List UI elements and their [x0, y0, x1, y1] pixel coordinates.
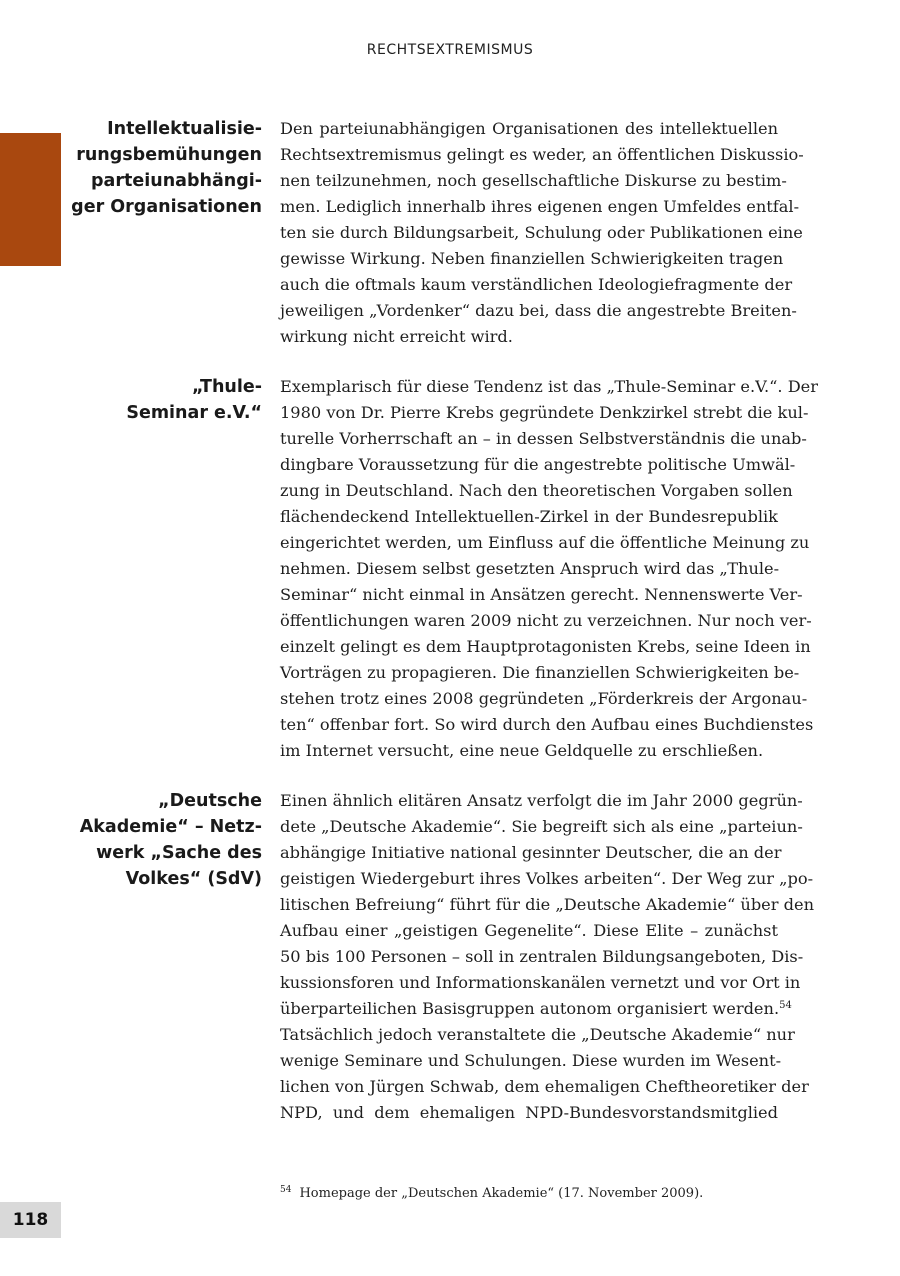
footnote-number: 54	[280, 1185, 292, 1195]
chapter-tab-marker	[0, 133, 61, 266]
text-line: 50 bis 100 Personen – soll in zentralen Bildungsangeboten, Dis-	[280, 947, 804, 966]
text-line: ten sie durch Bildungsarbeit, Schulung oder Publikationen eine	[280, 223, 803, 242]
text-line: im Internet versucht, eine neue Geldquelle zu erschließen.	[280, 741, 764, 760]
text-line: wenige Seminare und Schulungen. Diese wurden im Wesent-	[280, 1051, 782, 1070]
text-line: flächendeckend Intellektuellen-Zirkel in der Bundesrepublik	[280, 507, 778, 526]
margin-heading	[60, 788, 262, 892]
text-line: Vorträgen zu propagieren. Die finanziellen Schwierigkeiten be-	[280, 663, 800, 682]
text-line: NPD, und dem ehemaligen NPD-Bundesvorstandsmitglied	[280, 1103, 778, 1122]
text-line: Tatsächlich jedoch veranstaltete die „Deutsche Akademie“ nur	[280, 1025, 795, 1044]
margin-heading-line: Seminar e.V.“	[126, 403, 262, 423]
margin-heading-line: Akademie“ – Netz-	[79, 817, 262, 837]
text-line: Einen ähnlich elitären Ansatz verfolgt die im Jahr 2000 gegrün-	[280, 791, 803, 810]
margin-heading-line: Volkes“ (SdV)	[125, 869, 262, 889]
body-paragraph	[280, 374, 818, 764]
page-number: 118	[0, 1202, 61, 1238]
text-line: Den parteiunabhängigen Organisationen des intellektuellen	[280, 119, 778, 138]
text-line: einzelt gelingt es dem Hauptprotagonisten Krebs, seine Ideen in	[280, 637, 811, 656]
margin-heading-line: „Thule-	[192, 377, 262, 397]
margin-heading	[60, 116, 262, 220]
text-line: abhängige Initiative national gesinnter Deutscher, die an der	[280, 843, 782, 862]
text-line: öffentlichungen waren 2009 nicht zu verzeichnen. Nur noch ver-	[280, 611, 812, 630]
text-line: Exemplarisch für diese Tendenz ist das „Thule-Seminar e.V.“. Der	[280, 377, 818, 396]
text-line: ten“ offenbar fort. So wird durch den Aufbau eines Buchdienstes	[280, 715, 814, 734]
text-line: dete „Deutsche Akademie“. Sie begreift sich als eine „parteiun-	[280, 817, 803, 836]
margin-heading-line: parteiunabhängi-	[91, 171, 262, 191]
text-line: Rechtsextremismus gelingt es weder, an öffentlichen Diskussio-	[280, 145, 804, 164]
text-line: nehmen. Diesem selbst gesetzten Anspruch wird das „Thule-	[280, 559, 780, 578]
margin-heading-line: Intellektualisie-	[107, 119, 262, 139]
footnote-reference[interactable]: 54	[779, 1000, 792, 1011]
text-line: stehen trotz eines 2008 gegründeten „Förderkreis der Argonau-	[280, 689, 808, 708]
text-line: nen teilzunehmen, noch gesellschaftliche Diskurse zu bestim-	[280, 171, 787, 190]
text-line: turelle Vorherrschaft an – in dessen Selbstverständnis die unab-	[280, 429, 807, 448]
footnote	[280, 1185, 780, 1201]
margin-heading-line: „Deutsche	[158, 791, 262, 811]
text-line	[280, 996, 792, 1022]
text-line: dingbare Voraussetzung für die angestrebte politische Umwäl-	[280, 455, 796, 474]
margin-heading-line: ger Organisationen	[71, 197, 262, 217]
text-line: wirkung nicht erreicht wird.	[280, 327, 513, 346]
text-line: eingerichtet werden, um Einfluss auf die öffentliche Meinung zu	[280, 533, 810, 552]
body-paragraph	[280, 788, 815, 1126]
margin-heading-line: rungsbemühungen	[76, 145, 262, 165]
text-line-content: überparteilichen Basisgruppen autonom organisiert werden.	[280, 999, 780, 1018]
text-line: 1980 von Dr. Pierre Krebs gegründete Denkzirkel strebt die kul-	[280, 403, 809, 422]
text-line: Seminar“ nicht einmal in Ansätzen gerecht. Nennenswerte Ver-	[280, 585, 803, 604]
text-line: jeweiligen „Vordenker“ dazu bei, dass die angestrebte Breiten-	[280, 301, 797, 320]
text-line: gewisse Wirkung. Neben finanziellen Schwierigkeiten tragen	[280, 249, 784, 268]
text-line: zung in Deutschland. Nach den theoretischen Vorgaben sollen	[280, 481, 793, 500]
text-line: kussionsforen und Informationskanälen vernetzt und vor Ort in	[280, 973, 801, 992]
margin-heading-line: werk „Sache des	[96, 843, 262, 863]
text-line: Aufbau einer „geistigen Gegenelite“. Diese Elite – zunächst	[280, 921, 778, 940]
body-paragraph	[280, 116, 804, 350]
text-line: auch die oftmals kaum verständlichen Ideologiefragmente der	[280, 275, 793, 294]
text-line: lichen von Jürgen Schwab, dem ehemaligen Cheftheoretiker der	[280, 1077, 809, 1096]
margin-heading	[60, 374, 262, 426]
text-line: men. Lediglich innerhalb ihres eigenen engen Umfeldes entfal-	[280, 197, 800, 216]
text-line: litischen Befreiung“ führt für die „Deutsche Akademie“ über den	[280, 895, 815, 914]
running-header: RECHTSEXTREMISMUS	[366, 42, 534, 58]
footnote-text: Homepage der „Deutschen Akademie“ (17. November 2009).	[299, 1186, 704, 1201]
text-line: geistigen Wiedergeburt ihres Volkes arbeiten“. Der Weg zur „po-	[280, 869, 814, 888]
